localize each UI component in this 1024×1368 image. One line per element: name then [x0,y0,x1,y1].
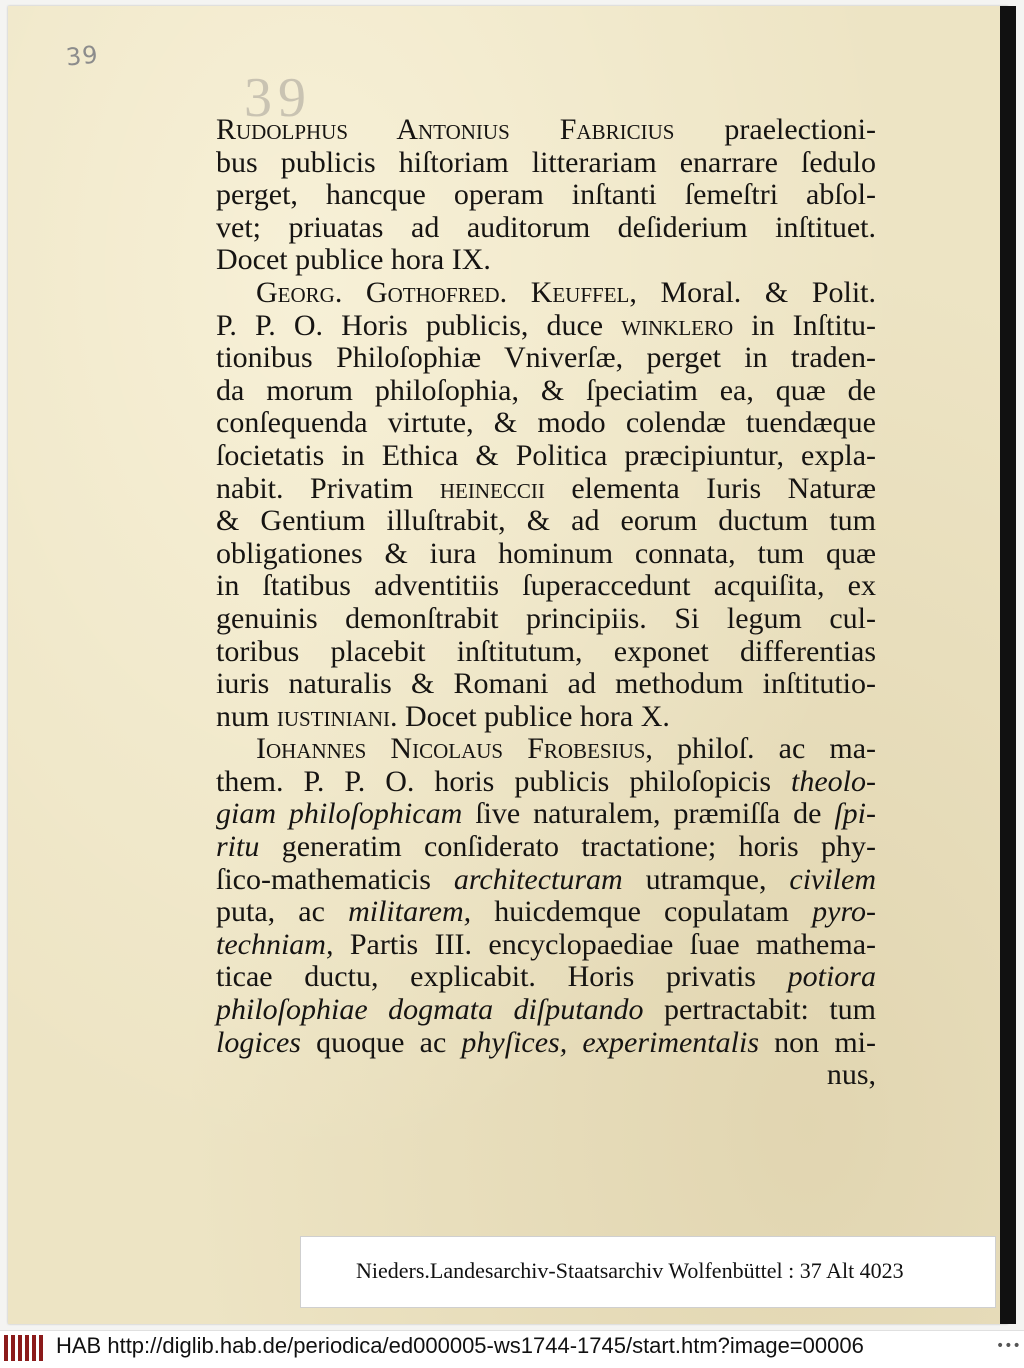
text-line [216,147,876,180]
text-line [216,701,876,734]
text-line [216,896,876,929]
text-line [216,473,876,506]
text-segment: da morum philoſophia, & ſpeciatim ea, quæ de [216,373,876,407]
text-segment: ticae ductu, explicabit. Horis privatis [216,960,788,994]
hab-logo[interactable] [4,1333,50,1363]
text-segment: Docet publice hora IX. [216,243,491,277]
text-segment: utramque, [622,862,790,896]
text-line [216,798,876,831]
text-line [216,766,876,799]
text-segment: bus publicis hiſtoriam litterariam enarrare ſedulo [216,145,876,179]
text-segment: praelectioni- [674,113,876,146]
text-segment: philoſophiae dogmata diſputando [216,993,644,1027]
text-segment: nabit. Privatim [216,471,440,505]
text-line [216,831,876,864]
archive-label: Nieders.Landesarchiv-Staatsarchiv Wolfenbüttel : 37 Alt 4023 [356,1258,904,1283]
text-segment: elementa Iuris Naturæ [544,471,876,505]
text-segment: in ſtatibus adventitiis ſuperaccedunt acquiſita, ex [216,569,876,603]
footer-url[interactable]: HAB http://diglib.hab.de/periodica/ed000005-ws1744-1745/start.htm?image=00006 [56,1333,864,1358]
text-line [216,994,876,1027]
text-segment: huicdemque copulatam [471,895,813,929]
text-segment: ſive naturalem, præmiſſa de [462,797,835,831]
text-segment: quoque ac [300,1025,462,1059]
text-segment: Rudolphus Antonius Fabricius [216,113,675,146]
text-segment: toribus placebit inſtitutum, exponet differentias [216,634,876,668]
text-segment: ſpi- [834,797,876,831]
scan-edge [1000,6,1016,1324]
text-segment: , philoſ. ac ma- [645,732,877,766]
text-segment: genuinis demonſtrabit principiis. Si legum cul- [216,601,876,635]
text-line [216,636,876,669]
text-segment: logices [216,1025,301,1059]
text-line [216,310,876,343]
text-segment: puta, ac [216,895,349,929]
text-line [216,668,876,701]
text-segment: ritu [216,830,260,864]
text-segment: Georg. Gothofred. Keuffel [256,275,630,309]
text-segment: perget, hancque operam inſtanti ſemeſtri abſol- [216,178,876,212]
text-line [216,342,876,375]
document-text [216,114,876,1092]
text-line [216,733,876,766]
text-line [216,277,876,310]
text-segment: non mi- [759,1025,876,1059]
text-segment: nus, [826,1058,876,1092]
text-segment: ſocietatis in Ethica & Politica præcipiuntur, expla- [216,438,876,472]
text-line [216,407,876,440]
text-segment: heineccii [439,471,545,505]
text-line [216,375,876,408]
text-segment: potiora [787,960,876,994]
text-segment: them. P. P. O. horis publicis philoſopicis [216,764,792,798]
text-segment: vet; priuatas ad auditorum deſiderium inſtituet. [216,210,876,244]
text-segment: . Docet publice hora X. [390,699,670,733]
text-segment: civilem [789,862,876,896]
text-segment: iuris naturalis & Romani ad methodum inſtitutio- [216,667,876,701]
text-segment: militarem, [348,895,472,929]
text-line [216,212,876,245]
text-line [216,114,876,147]
text-line [216,570,876,603]
text-segment: in Inſtitu- [733,308,876,342]
text-segment: generatim conſiderato tractatione; horis phy- [259,830,876,864]
text-segment: pyro- [812,895,876,929]
text-line [216,179,876,212]
text-segment: iustiniani [276,699,390,733]
text-line [216,961,876,994]
text-segment: P. P. O. Horis publicis, duce [216,308,622,342]
text-line [216,1059,876,1092]
pencil-annotation: 39 [64,40,100,72]
more-icon[interactable]: ••• [996,1338,1021,1354]
text-line [216,1027,876,1060]
text-line [216,440,876,473]
text-segment: obligationes & iura hominum connata, tum quæ [216,536,876,570]
text-segment: giam philoſophicam [216,797,463,831]
text-segment: theolo- [791,764,876,798]
text-segment: Iohannes Nicolaus Frobesius [256,732,646,766]
text-segment: conſequenda virtute, & modo colendæ tuendæque [216,406,876,440]
text-line [216,603,876,636]
text-segment: , Moral. & Polit. [629,275,877,309]
text-line [216,244,876,277]
text-line [216,538,876,571]
text-segment: num [216,699,277,733]
text-segment: Partis III. encyclopaediae ſuae mathema- [333,927,876,961]
page-number: 39 [244,67,312,129]
text-segment: ſico-mathematicis [216,862,454,896]
text-line [216,864,876,897]
text-segment: techniam, [216,927,334,961]
text-segment: winklero [621,308,734,342]
text-segment: architecturam [453,862,623,896]
text-line [216,505,876,538]
text-segment: phyſices, experimentalis [461,1025,759,1059]
text-line [216,929,876,962]
text-segment: pertractabit: tum [643,993,876,1027]
text-segment: & Gentium illuſtrabit, & ad eorum ductum tum [216,504,876,538]
text-segment: tionibus Philoſophiæ Vniverſæ, perget in traden- [216,341,876,375]
